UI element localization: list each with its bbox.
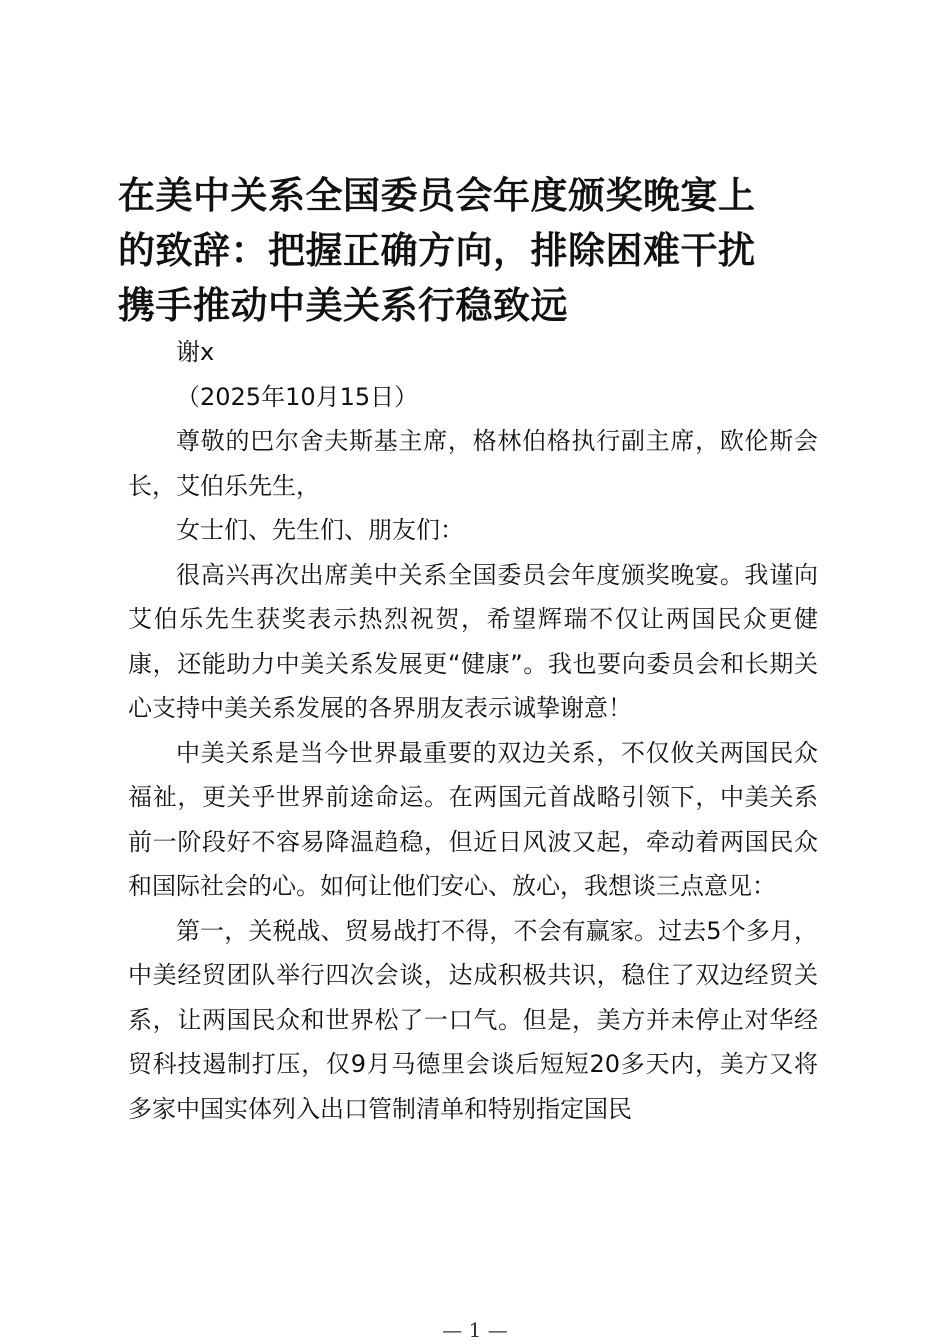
document-body xyxy=(128,330,818,1131)
page-number: — 1 — xyxy=(442,1318,508,1342)
body-paragraph-1: 很高兴再次出席美中关系全国委员会年度颁奖晚宴。我谨向艾伯乐先生获奖表示热烈祝贺，希望辉瑞不仅让两国民众更健康，还能助力中美关系发展更“健康”。我也要向委员会和长期关心支持中美关系发展的各界朋友表示诚挚谢意！ xyxy=(128,560,818,722)
title-line-1: 在美中关系全国委员会年度颁奖晚宴上 xyxy=(118,174,756,217)
title-line-2: 的致辞：把握正确方向，排除困难干扰 xyxy=(118,229,756,272)
title-line-3: 携手推动中美关系行稳致远 xyxy=(118,284,568,327)
author-line: 谢x xyxy=(176,338,215,366)
body-paragraph-3: 第一，关税战、贸易战打不得，不会有赢家。过去5个多月，中美经贸团队举行四次会谈，达成积极共识，稳住了双边经贸关系，让两国民众和世界松了一口气。但是，美方并未停止对华经贸科技遏制打压，仅9月马德里会谈后短短20多天内，美方又将多家中国实体列入出口管制清单和特别指定国民 xyxy=(128,916,818,1123)
document-title xyxy=(118,168,832,333)
body-paragraph-2: 中美关系是当今世界最重要的双边关系，不仅攸关两国民众福祉，更关乎世界前途命运。在两国元首战略引领下，中美关系前一阶段好不容易降温趋稳，但近日风波又起，牵动着两国民众和国际社会的心。如何让他们安心、放心，我想谈三点意见： xyxy=(128,738,818,900)
greeting-paragraph: 女士们、先生们、朋友们： xyxy=(176,516,464,544)
date-line: （2025年10月15日） xyxy=(176,382,419,411)
salutation-paragraph: 尊敬的巴尔舍夫斯基主席，格林伯格执行副主席，欧伦斯会长，艾伯乐先生， xyxy=(128,427,818,500)
